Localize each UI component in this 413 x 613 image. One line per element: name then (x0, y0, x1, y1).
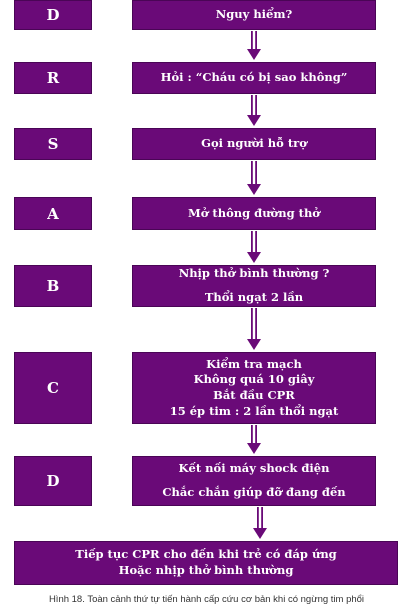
step-text: Kết nối máy shock điện (178, 461, 330, 476)
step-text: Hỏi : “Cháu có bị sao không” (160, 70, 348, 85)
step-text: Kiểm tra mạch (206, 356, 302, 371)
down-arrow-icon (244, 31, 264, 61)
final-step-box (14, 541, 398, 585)
final-text: Tiếp tục CPR cho đến khi trẻ có đáp ứng (75, 547, 337, 562)
step-letter-d-danger (14, 0, 92, 30)
step-letter-b (14, 265, 92, 307)
step-letter-d-defib (14, 456, 92, 506)
step-box-breathing (132, 265, 376, 307)
down-arrow-icon (244, 161, 264, 196)
step-text: Mở thông đường thở (188, 205, 320, 220)
letter-label: C (47, 379, 59, 397)
down-arrow-icon (244, 95, 264, 127)
step-text: 15 ép tim : 2 lần thổi ngạt (169, 403, 339, 418)
final-text: Hoặc nhịp thở bình thường (118, 563, 294, 577)
down-arrow-icon (244, 425, 264, 455)
step-text: Chắc chắn giúp đỡ đang đến (162, 485, 346, 499)
letter-label: D (46, 6, 60, 24)
step-box-response (132, 62, 376, 94)
step-box-send-for-help (132, 128, 376, 160)
letter-label: D (46, 472, 60, 490)
step-box-defibrillation (132, 456, 376, 506)
step-letter-c (14, 352, 92, 424)
down-arrow-icon (244, 308, 264, 351)
step-letter-r (14, 62, 92, 94)
step-box-circulation (132, 352, 376, 424)
step-box-airway (132, 197, 376, 230)
step-letter-s (14, 128, 92, 160)
letter-label: B (46, 277, 60, 295)
letter-label: A (47, 204, 59, 223)
step-text: Bắt đầu CPR (213, 388, 295, 402)
letter-label: S (47, 135, 59, 153)
down-arrow-icon (244, 231, 264, 264)
step-letter-a (14, 197, 92, 230)
step-text: Nguy hiểm? (215, 7, 293, 22)
step-box-danger (132, 0, 376, 30)
down-arrow-icon (250, 507, 270, 540)
step-text: Gọi người hỗ trợ (201, 136, 307, 151)
letter-label: R (46, 69, 60, 87)
step-text: Thổi ngạt 2 lần (204, 290, 304, 304)
step-text: Nhịp thở bình thường ? (178, 266, 330, 281)
step-text: Không quá 10 giây (193, 372, 315, 387)
figure-caption: Hình 18. Toàn cảnh thứ tự tiến hành cấp cứu cơ bản khi có ngừng tim phổi (48, 594, 365, 605)
